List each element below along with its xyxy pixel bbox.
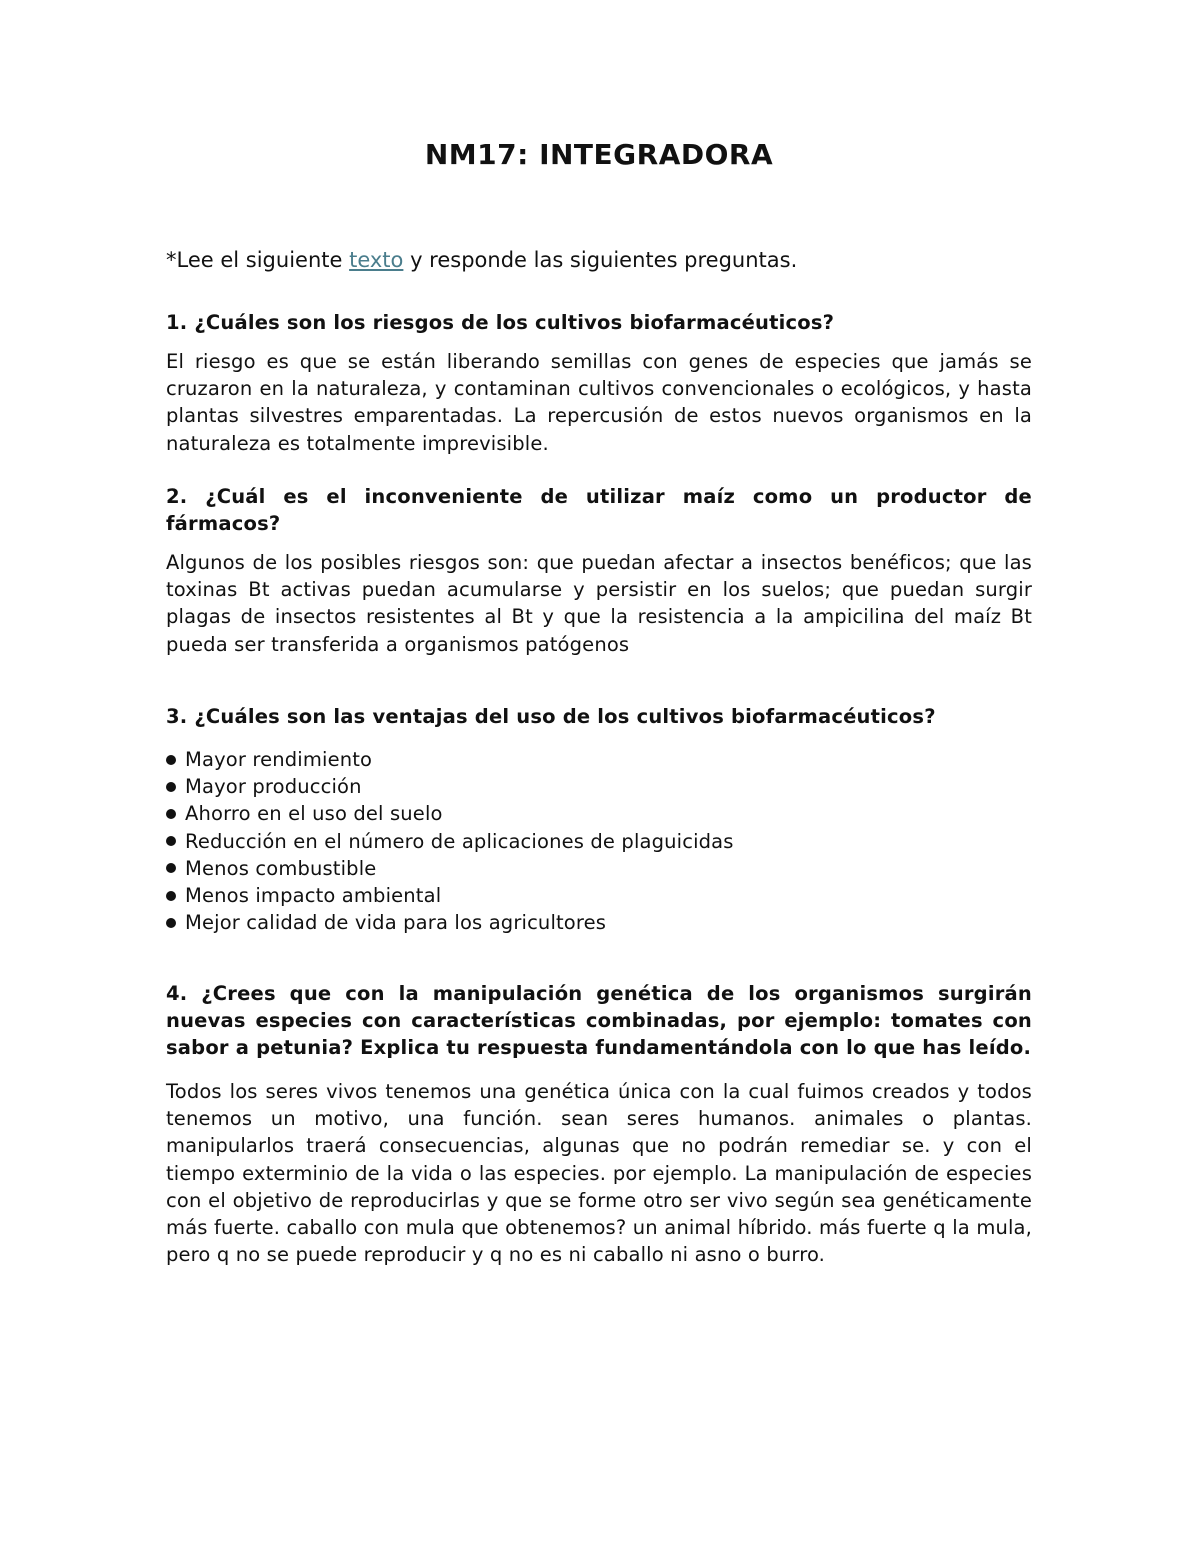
bullet-icon [166, 782, 176, 792]
question-1: 1. ¿Cuáles son los riesgos de los cultivos biofarmacéuticos? [166, 311, 835, 334]
answer-2: Algunos de los posibles riesgos son: que puedan afectar a insectos benéficos; que las toxinas Bt activas puedan acumularse y persistir en los suelos; que puedan surgir plagas de insectos resistentes al Bt y que la resistencia a la ampicilina del maíz Bt pueda ser transferida a organismos patógenos [166, 551, 1032, 656]
list-item [166, 909, 1032, 936]
list-item [166, 855, 1032, 882]
list-item-text: Menos combustible [185, 856, 377, 880]
list-item-text: Mejor calidad de vida para los agricultores [185, 911, 607, 935]
list-item [166, 800, 1032, 827]
list-item-text: Ahorro en el uso del suelo [185, 802, 443, 826]
answer-4: Todos los seres vivos tenemos una genética única con la cual fuimos creados y todos tenemos un motivo, una función. sean seres humanos. animales o plantas. manipularlos traerá consecuencias, algunas que no podrán remediar se. y con el tiempo exterminio de la vida o las especies. por ejemplo. La manipulación de especies con el objetivo de reproducirlas y que se forme otro ser vivo según sea genéticamente más fuerte. caballo con mula que obtenemos? un animal híbrido. más fuerte q la mula, pero q no se puede reproducir y q no es ni caballo ni asno o burro. [166, 1080, 1032, 1267]
list-item [166, 882, 1032, 909]
list-item-text: Menos impacto ambiental [185, 884, 442, 908]
question-block-2 [166, 483, 1032, 658]
question-block-1 [166, 309, 1032, 457]
answer-1: El riesgo es que se están liberando semillas con genes de especies que jamás se cruzaron en la naturaleza, y contaminan cultivos convencionales o ecológicos, y hasta plantas silvestres emparentadas. La repercusión de estos nuevos organismos en la naturaleza es totalmente imprevisible. [166, 350, 1032, 455]
bullet-icon [166, 918, 176, 928]
list-item [166, 773, 1032, 800]
list-item-text: Reducción en el número de aplicaciones de plaguicidas [185, 829, 734, 853]
bullet-icon [166, 809, 176, 819]
question-block-3 [166, 703, 1032, 936]
intro-text-after: y responde las siguientes preguntas. [403, 248, 798, 272]
question-3: 3. ¿Cuáles son las ventajas del uso de los cultivos biofarmacéuticos? [166, 705, 936, 728]
question-4: 4. ¿Crees que con la manipulación genética de los organismos surgirán nuevas especies con características combinadas, por ejemplo: tomates con sabor a petunia? Explica tu respuesta fundamentándola con lo que has leído. [166, 982, 1032, 1059]
list-item [166, 828, 1032, 855]
question-2: 2. ¿Cuál es el inconveniente de utilizar maíz como un productor de fármacos? [166, 485, 1032, 535]
question-block-4 [166, 980, 1032, 1268]
bullet-icon [166, 891, 176, 901]
list-item-text: Mayor producción [185, 775, 362, 799]
list-item [166, 746, 1032, 773]
intro-instruction [166, 248, 1032, 272]
bullet-icon [166, 836, 176, 846]
advantages-list [166, 746, 1032, 936]
intro-text-before: *Lee el siguiente [166, 248, 350, 272]
document-title: NM17: INTEGRADORA [424, 138, 774, 171]
bullet-icon [166, 863, 176, 873]
texto-link[interactable]: texto [349, 248, 404, 272]
list-item-text: Mayor rendimiento [185, 748, 373, 771]
bullet-icon [166, 755, 176, 765]
